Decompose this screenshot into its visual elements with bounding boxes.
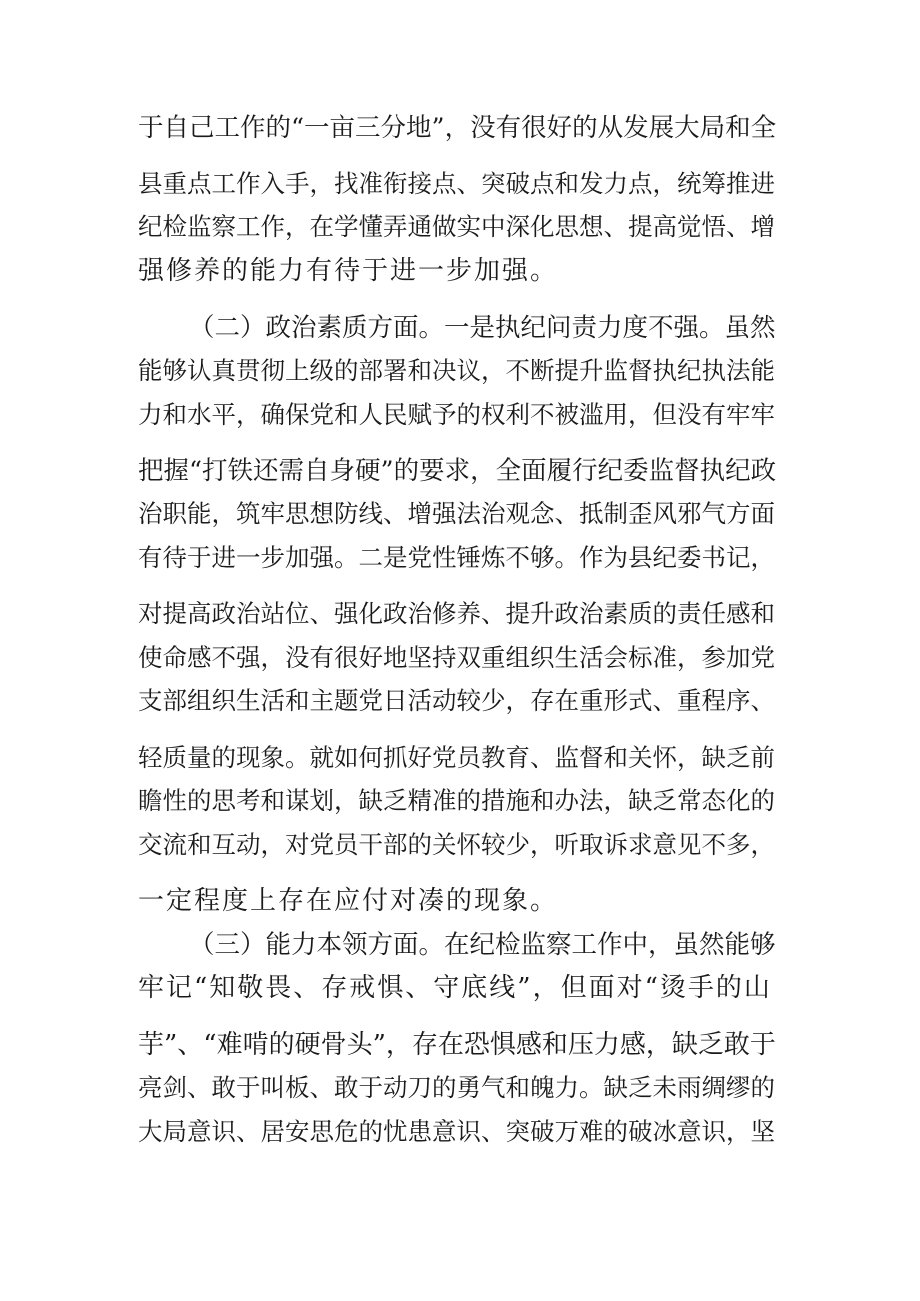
text-line: 交流和互动，对党员干部的关怀较少，听取诉求意见不多，: [138, 830, 775, 859]
text-line: 大局意识、居安思危的忧患意识、突破万难的破冰意识，坚: [138, 1117, 775, 1146]
text-line: 一定程度上存在应付对凑的现象。: [138, 886, 559, 916]
text-line: 治职能，筑牢思想防线、增强法治观念、抵制歪风邪气方面: [138, 499, 775, 528]
text-line: （二）政治素质方面。一是执纪问责力度不强。虽然: [189, 313, 776, 343]
text-line: 亮剑、敢于叫板、敢于动刀的勇气和魄力。缺乏未雨绸缪的: [138, 1073, 775, 1102]
text-line: 能够认真贯彻上级的部署和决议，不断提升监督执纪执法能: [138, 356, 775, 385]
text-line: 芋”、“难啃的硬骨头”，存在恐惧感和压力感，缺乏敢于: [138, 1030, 776, 1060]
text-line: 支部组织生活和主题党日活动较少，存在重形式、重程序、: [138, 686, 775, 715]
text-line: 县重点工作入手，找准衔接点、突破点和发力点，统筹推进: [138, 169, 775, 198]
text-line: 瞻性的思考和谋划，缺乏精准的措施和办法，缺乏常态化的: [138, 786, 775, 815]
text-line: 把握“打铁还需自身硬”的要求，全面履行纪委监督执纪政: [138, 456, 777, 486]
text-line: 于自己工作的“一亩三分地”，没有很好的从发展大局和全: [138, 113, 777, 143]
text-line: 纪检监察工作，在学懂弄通做实中深化思想、提高觉悟、增: [138, 212, 775, 241]
text-line: 力和水平，确保党和人民赋予的权利不被滥用，但没有牢牢: [138, 400, 775, 429]
text-line: 有待于进一步加强。二是党性锤炼不够。作为县纪委书记，: [138, 543, 775, 572]
text-line: 使命感不强，没有很好地坚持双重组织生活会标准，参加党: [138, 643, 775, 672]
text-line: 强修养的能力有待于进一步加强。: [138, 256, 559, 286]
text-line: 对提高政治站位、强化政治修养、提升政治素质的责任感和: [138, 599, 775, 628]
text-line: 轻质量的现象。就如何抓好党员教育、监督和关怀，缺乏前: [138, 743, 775, 772]
text-line: 牢记“知敬畏、存戒惧、守底线”，但面对“烫手的山: [138, 973, 772, 1003]
text-line: （三）能力本领方面。在纪检监察工作中，虽然能够: [189, 930, 776, 960]
